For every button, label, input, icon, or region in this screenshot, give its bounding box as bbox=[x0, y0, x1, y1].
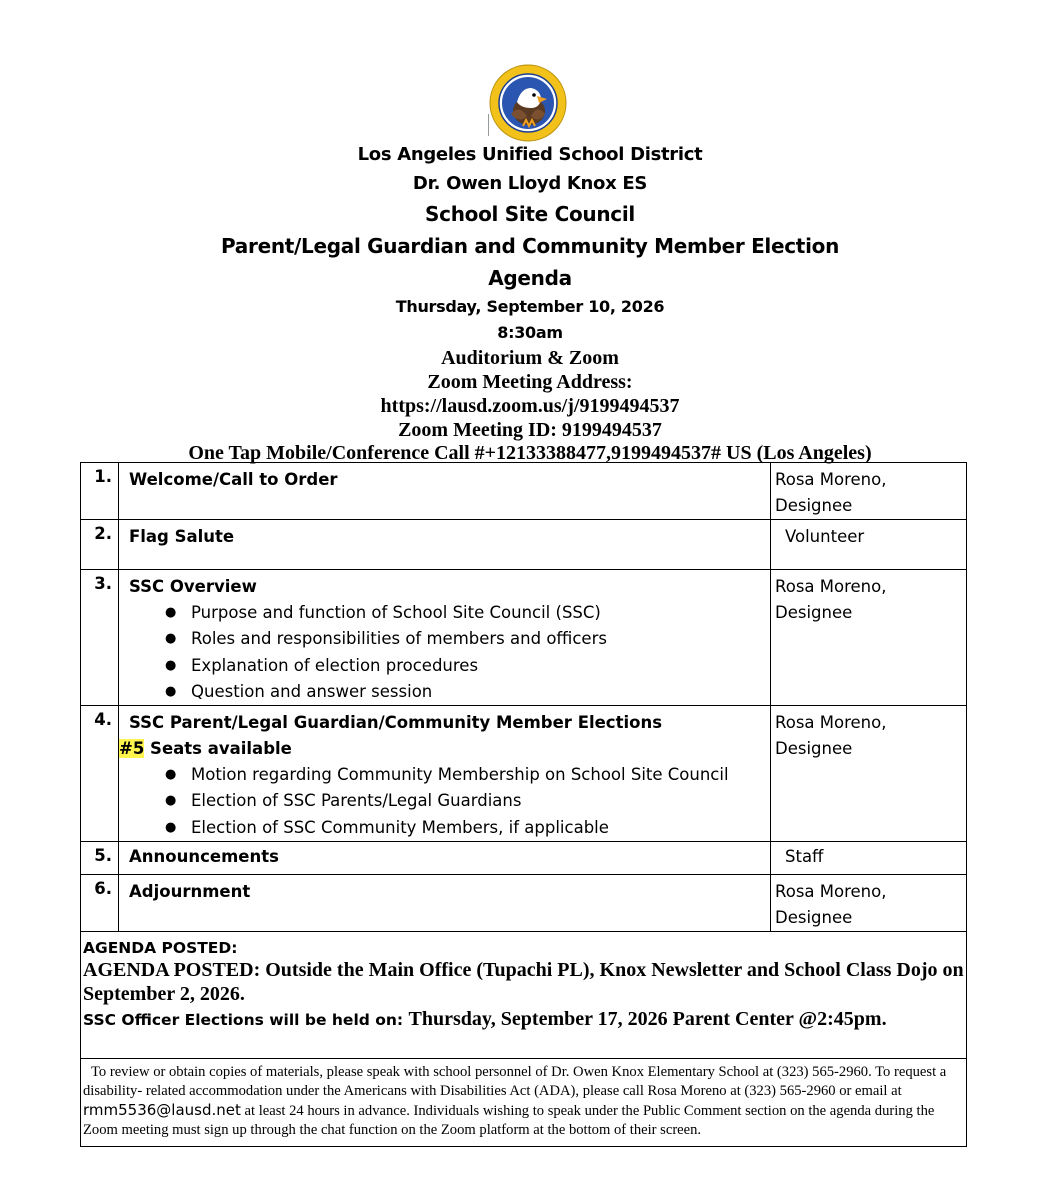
eagle-emblem-icon bbox=[489, 64, 567, 142]
list-item: ● Explanation of election procedures bbox=[129, 653, 770, 679]
council-name: School Site Council bbox=[425, 202, 635, 226]
logo-divider bbox=[488, 114, 489, 136]
zoom-meeting-id: Zoom Meeting ID: 9199494537 bbox=[398, 419, 662, 441]
posted-heading: AGENDA POSTED: bbox=[83, 939, 238, 958]
list-item: ● Purpose and function of School Site Council (SSC) bbox=[129, 600, 770, 626]
seats-highlight: #5 bbox=[119, 739, 145, 759]
agenda-table bbox=[80, 462, 967, 1147]
seats-available bbox=[119, 736, 770, 762]
item-presenter: Rosa Moreno, Designee bbox=[775, 470, 887, 515]
agenda-row bbox=[81, 875, 967, 932]
item-number: 3. bbox=[94, 574, 112, 593]
item-presenter: Rosa Moreno, Designee bbox=[775, 713, 887, 759]
agenda-row bbox=[81, 706, 967, 842]
item-presenter: Staff bbox=[785, 847, 824, 867]
agenda-header bbox=[0, 140, 1060, 464]
school-logo bbox=[489, 64, 567, 142]
item-bullet-list bbox=[129, 762, 770, 841]
item-presenter: Rosa Moreno, Designee bbox=[775, 577, 887, 622]
notice-text: To review or obtain copies of materials, please speak with school personnel of Dr. Owen Knox Elementary School at (323) 565-2960. To request a disability- related accommodation under the Americans with Disabilities Act (ADA), please call Rosa Moreno at (323) 565-2960 or email at bbox=[83, 1064, 947, 1100]
officer-elections bbox=[83, 1006, 964, 1033]
item-bullet-list bbox=[129, 600, 770, 705]
agenda-row bbox=[81, 570, 967, 706]
district-name: Los Angeles Unified School District bbox=[357, 144, 703, 165]
item-number: 2. bbox=[94, 524, 112, 543]
meeting-location: Auditorium & Zoom bbox=[441, 347, 619, 369]
agenda-row bbox=[81, 520, 967, 570]
meeting-time: 8:30am bbox=[497, 323, 563, 342]
item-number: 5. bbox=[94, 846, 112, 866]
notice-row bbox=[81, 1059, 967, 1147]
item-number: 6. bbox=[94, 879, 112, 899]
contact-email-link[interactable]: rmm5536@lausd.net bbox=[83, 1101, 241, 1120]
item-title: Flag Salute bbox=[129, 527, 235, 546]
item-title: Welcome/Call to Order bbox=[129, 470, 338, 489]
document-type: Agenda bbox=[488, 266, 572, 290]
list-item: ● Motion regarding Community Membership on School Site Council bbox=[129, 762, 770, 788]
election-title: Parent/Legal Guardian and Community Member Election bbox=[220, 234, 840, 258]
item-number: 4. bbox=[94, 710, 112, 730]
item-presenter: Rosa Moreno, Designee bbox=[775, 882, 887, 928]
agenda-row bbox=[81, 842, 967, 875]
item-number: 1. bbox=[94, 467, 112, 486]
agenda-row bbox=[81, 463, 967, 520]
list-item: ● Election of SSC Parents/Legal Guardians bbox=[129, 788, 770, 814]
seats-text: Seats available bbox=[144, 739, 292, 759]
list-item: ● Question and answer session bbox=[129, 679, 770, 705]
meeting-date: Thursday, September 10, 2026 bbox=[395, 297, 665, 316]
officer-elections-date: Thursday, September 17, 2026 Parent Center @2:45pm. bbox=[408, 1008, 887, 1031]
list-item: ● Roles and responsibilities of members and officers bbox=[129, 626, 770, 652]
item-title: SSC Parent/Legal Guardian/Community Member Elections bbox=[129, 713, 663, 733]
list-item: ● Election of SSC Community Members, if applicable bbox=[129, 815, 770, 841]
officer-elections-label: SSC Officer Elections will be held on: bbox=[83, 1011, 409, 1030]
one-tap-mobile: One Tap Mobile/Conference Call #+12133388477,9199494537# US (Los Angeles) bbox=[188, 442, 872, 464]
item-title: Adjournment bbox=[129, 882, 251, 902]
zoom-url-link[interactable]: https://lausd.zoom.us/j/9199494537 bbox=[380, 395, 680, 417]
posted-detail: AGENDA POSTED: Outside the Main Office (Tupachi PL), Knox Newsletter and School Class Dojo on September 2, 2026. bbox=[83, 959, 964, 1006]
school-name: Dr. Owen Lloyd Knox ES bbox=[412, 173, 648, 194]
item-title: SSC Overview bbox=[129, 577, 257, 596]
notice-text-continued: at least 24 hours in advance. Individuals wishing to speak under the Public Comment section on the agenda during the Zoom meeting must sign up through the chat function on the Zoom platform at the bottom of their screen. bbox=[83, 1103, 935, 1139]
agenda-posted-row bbox=[81, 932, 967, 1059]
item-presenter: Volunteer bbox=[785, 527, 865, 546]
item-title: Announcements bbox=[129, 847, 279, 867]
zoom-address-label: Zoom Meeting Address: bbox=[427, 371, 633, 393]
